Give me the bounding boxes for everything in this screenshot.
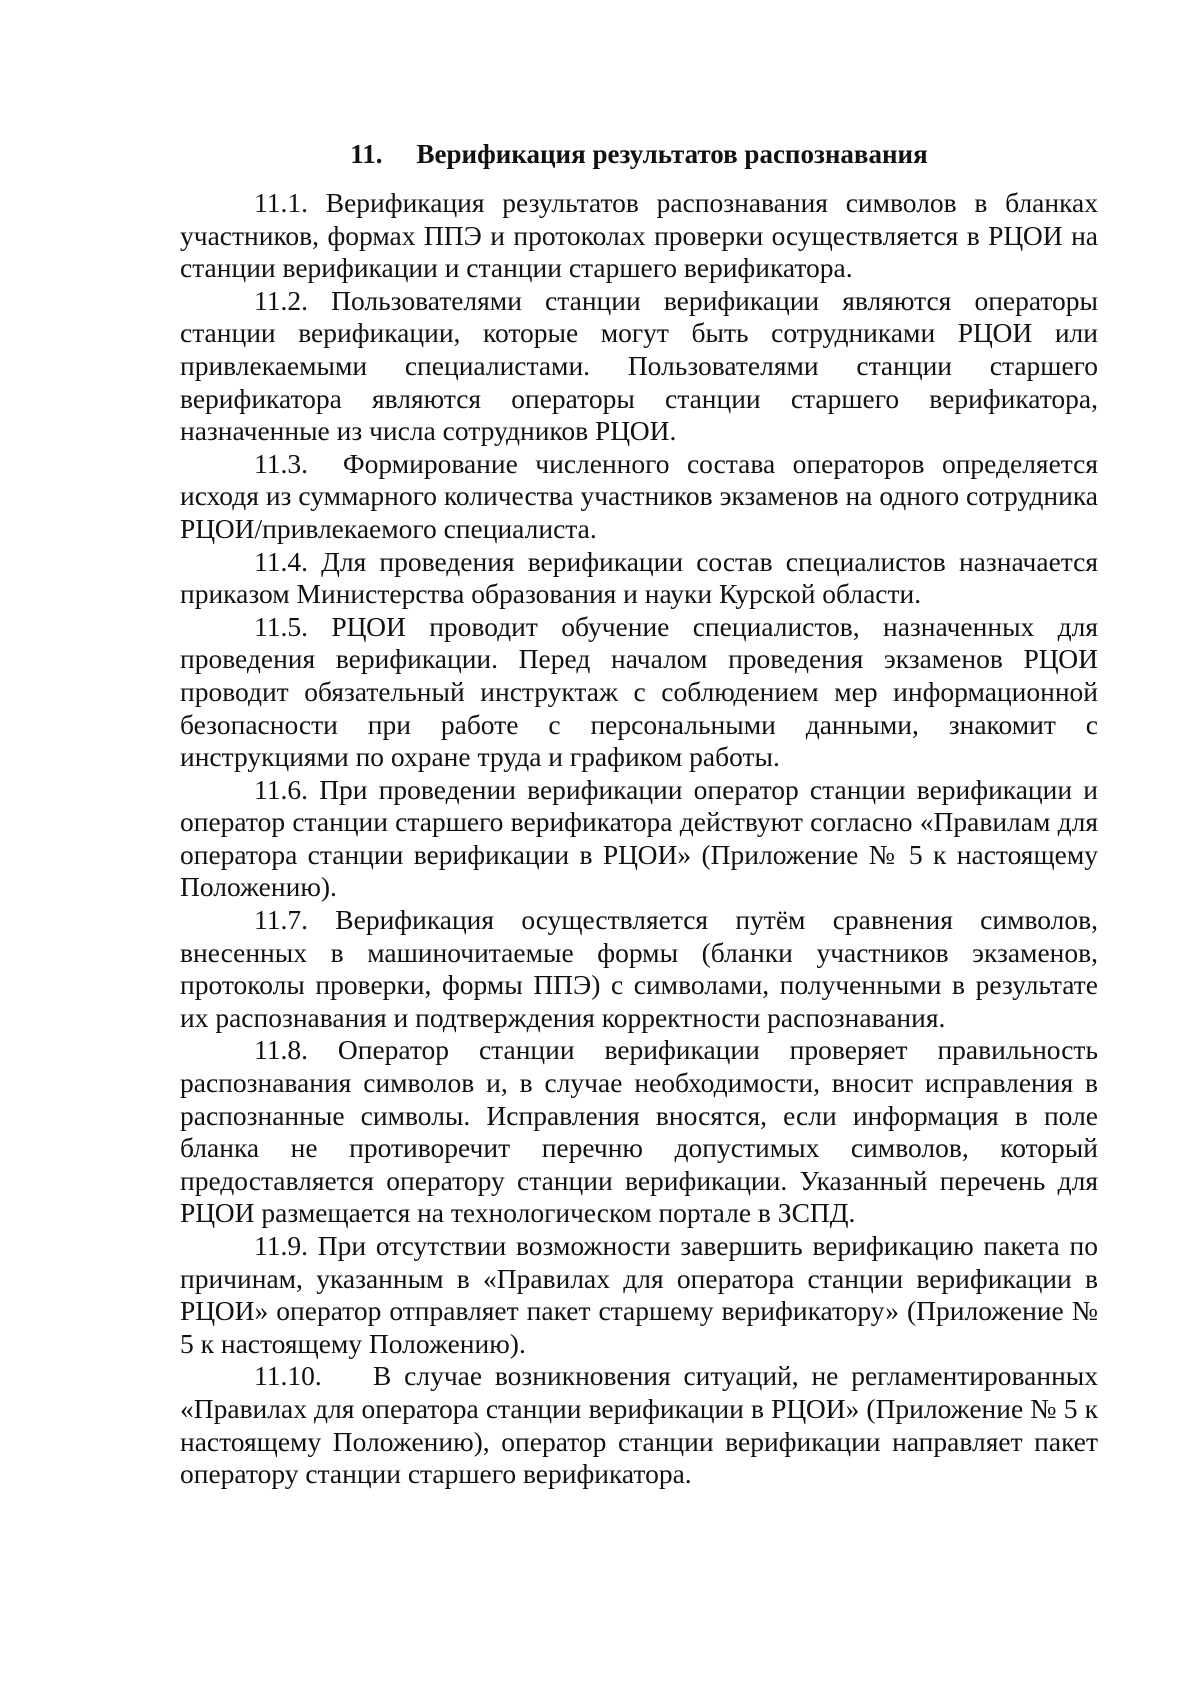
- paragraph-number: 11.1.: [254, 187, 308, 218]
- section-number: 11.: [350, 139, 383, 169]
- paragraph-11-1: [180, 187, 1098, 285]
- paragraph-text: При отсутствии возможности завершить верификацию пакета по причинам, указанным в «Правилах для оператора станции верификации в РЦОИ» оператор отправляет пакет старшему верификатору» (Приложение № 5 к настоящему Положению).: [180, 1230, 1099, 1359]
- paragraph-11-9: [180, 1230, 1098, 1360]
- paragraph-number: 11.10.: [254, 1360, 322, 1392]
- paragraph-11-4: [180, 546, 1098, 611]
- paragraph-text: РЦОИ проводит обучение специалистов, назначенных для проведения верификации. Перед началом проведения экзаменов РЦОИ проводит обязательный инструктаж с соблюдением мер информационной безопасности при работе с персональными данными, знакомит с инструкциями по охране труда и графиком работы.: [180, 610, 1099, 773]
- section-heading: [180, 138, 1098, 170]
- paragraph-text: Оператор станции верификации проверяет правильность распознавания символов и, в случае необходимости, вносит исправления в распознанные символы. Исправления вносятся, если информация в поле бланка не противоречит перечню допустимых символов, который предоставляется оператору станции верификации. Указанный перечень для РЦОИ размещается на технологическом портале в ЗСПД.: [180, 1034, 1098, 1229]
- paragraph-11-6: [180, 774, 1098, 904]
- paragraph-number: 11.3.: [254, 447, 308, 479]
- document-page: [180, 138, 1098, 1491]
- paragraph-number: 11.7.: [254, 904, 308, 936]
- paragraph-text: Формирование численного состава операторов определяется исходя из суммарного количества участников экзаменов на одного сотрудника РЦОИ/привлекаемого специалиста.: [180, 447, 1098, 544]
- paragraph-number: 11.9.: [254, 1230, 308, 1261]
- paragraph-number: 11.8.: [254, 1034, 308, 1066]
- paragraph-11-3: [180, 448, 1098, 546]
- paragraph-text: Верификация осуществляется путём сравнения символов, внесенных в машиночитаемые формы (бланки участников экзаменов, протоколы проверки, формы ППЭ) с символами, полученными в результате их распознавания и подтверждения корректности распознавания.: [180, 904, 1098, 1033]
- paragraph-text: Для проведения верификации состав специалистов назначается приказом Министерства образования и науки Курской области.: [180, 545, 1099, 610]
- paragraph-11-2: [180, 285, 1098, 448]
- paragraph-11-7: [180, 904, 1098, 1034]
- paragraph-number: 11.4.: [254, 545, 308, 577]
- paragraph-text: В случае возникновения ситуаций, не регламентированных «Правилах для оператора станции верификации в РЦОИ» (Приложение № 5 к настоящему Положению), оператор станции верификации направляет пакет оператору станции старшего верификатора.: [180, 1360, 1099, 1490]
- paragraph-text: Верификация результатов распознавания символов в бланках участников, формах ППЭ и протоколах проверки осуществляется в РЦОИ на станции верификации и станции старшего верификатора.: [180, 187, 1098, 284]
- paragraph-number: 11.6.: [254, 773, 308, 805]
- paragraph-number: 11.5.: [254, 610, 308, 642]
- paragraph-text: Пользователями станции верификации являются операторы станции верификации, которые могут быть сотрудниками РЦОИ или привлекаемыми специалистами. Пользователями станции старшего верификатора являются операторы станции старшего верификатора, назначенные из числа сотрудников РЦОИ.: [180, 284, 1099, 447]
- paragraph-11-10: [180, 1360, 1098, 1490]
- paragraph-text: При проведении верификации оператор станции верификации и оператор станции старшего верификатора действуют согласно «Правилам для оператора станции верификации в РЦОИ» (Приложение № 5 к настоящему Положению).: [180, 773, 1098, 903]
- paragraph-11-5: [180, 611, 1098, 774]
- paragraph-11-8: [180, 1034, 1098, 1230]
- paragraph-number: 11.2.: [254, 284, 308, 316]
- section-title: Верификация результатов распознавания: [416, 139, 928, 169]
